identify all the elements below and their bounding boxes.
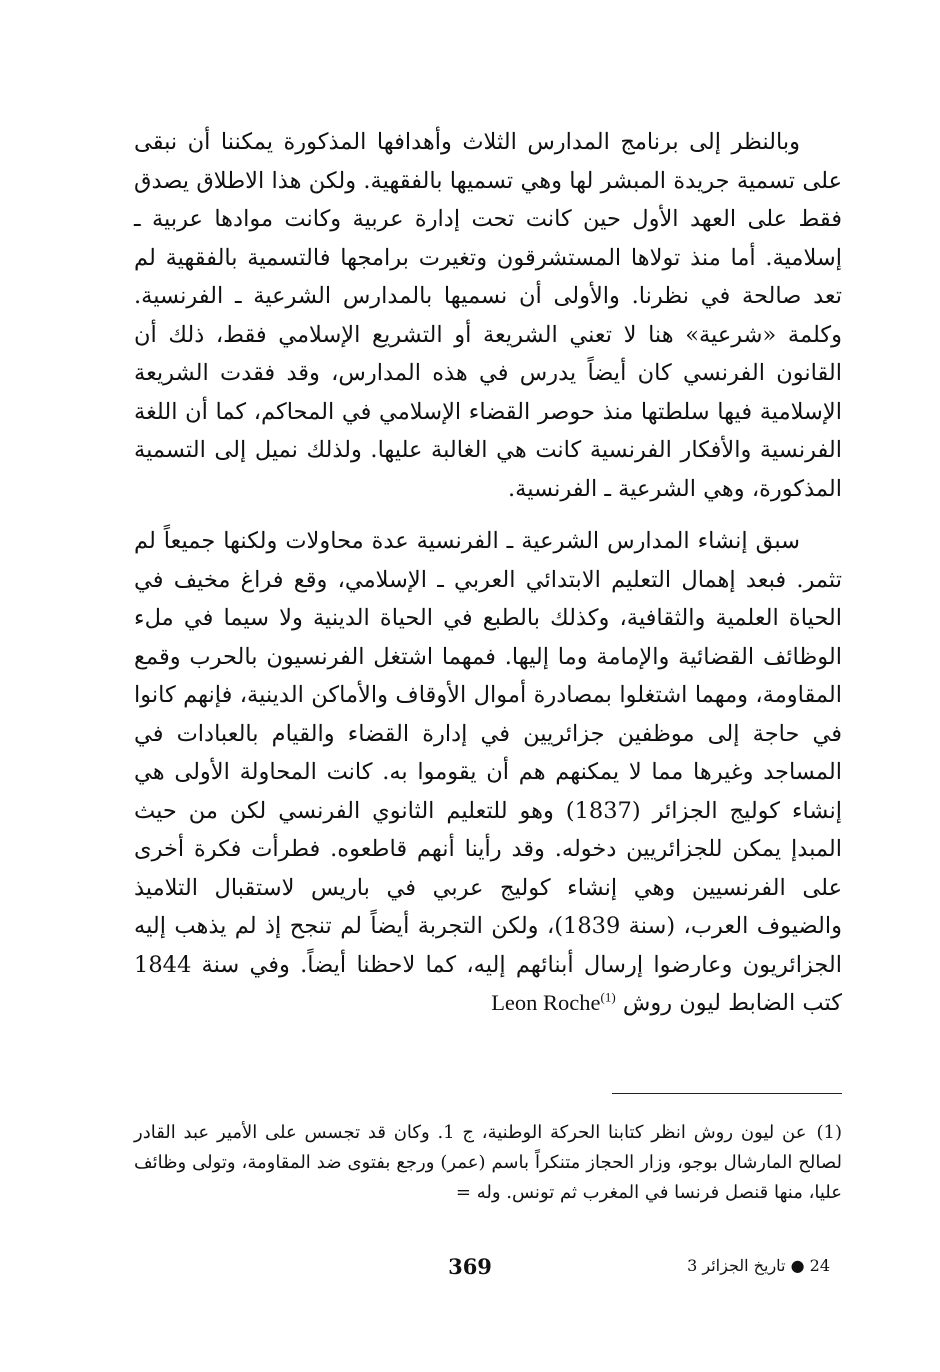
paragraph-2 [134, 522, 842, 1023]
paragraph-2-text: سبق إنشاء المدارس الشرعية ـ الفرنسية عدة محاولات ولكنها جميعاً لم تثمر. فبعد إهمال التعليم الابتدائي العربي ـ الإسلامي، وقع فراغ مخيف في الحياة العلمية والثقافية، وكذلك بالطبع في الحياة الدينية ولا سيما في ملء الوظائف القضائية والإمامة وما إليها. فمهما اشتغل الفرنسيون بالحرب وقمع المقاومة، ومهما اشتغلوا بمصادرة أموال الأوقاف والأماكن الدينية، فإنهم كانوا في حاجة إلى موظفين جزائريين في إدارة القضاء والقيام بالعبادات في المساجد وغيرها مما لا يمكنهم هم أن يقوموا به. كانت المحاولة الأولى هي إنشاء كوليج الجزائر (1837) وهو للتعليم الثانوي الفرنسي لكن من حيث المبدإ يمكن للجزائريين دخوله. وقد رأينا أنهم قاطعوه. فطرأت فكرة أخرى على الفرنسيين وهي إنشاء كوليج عربي في باريس لاستقبال التلاميذ والضيوف العرب، (سنة 1839)، ولكن التجربة أيضاً لم تنجح إذ لم يذهب إليه الجزائريون وعارضوا إرسال أبنائهم إليه، كما لاحظنا أيضاً. وفي سنة 1844 كتب الضابط ليون روش [134, 528, 842, 1016]
latin-name-text: Leon Roche [491, 990, 601, 1015]
paragraph-1: وبالنظر إلى برنامج المدارس الثلاث وأهدافها المذكورة يمكننا أن نبقى على تسمية جريدة المبشر لها وهي تسميها بالفقهية. ولكن هذا الاطلاق يصدق فقط على العهد الأول حين كانت تحت إدارة عربية وكانت موادها عربية ـ إسلامية. أما منذ تولاها المستشرقون وتغيرت برامجها فالتسمية بالفقهية لم تعد صالحة في نظرنا. والأولى أن نسميها بالمدارس الشرعية ـ الفرنسية. وكلمة «شرعية» هنا لا تعني الشريعة أو التشريع الإسلامي فقط، ذلك أن القانون الفرنسي كان أيضاً يدرس في هذه المدارس، وقد فقدت الشريعة الإسلامية فيها سلطتها منذ حوصر القضاء الإسلامي في المحاكم، كما أن اللغة الفرنسية والأفكار الفرنسية كانت هي الغالبة عليها. ولذلك نميل إلى التسمية المذكورة، وهي الشرعية ـ الفرنسية. [134, 129, 842, 502]
main-text [134, 123, 842, 1023]
footnote-text: عن ليون روش انظر كتابنا الحركة الوطنية، ج 1. وكان قد تجسس على الأمير عبد القادر لصالح المارشال بوجو، وزار الحجاز متنكراً باسم (عمر) ورجع بفتوى ضد المقاومة، وتولى وظائف عليا، منها قنصل فرنسا في المغرب ثم تونس. وله = [134, 1122, 842, 1203]
footnote-separator [612, 1093, 842, 1094]
footnote-reference[interactable]: (1) [600, 989, 616, 1005]
page-number: 369 [448, 1254, 492, 1279]
page-body [134, 123, 842, 1023]
signature-mark: 24 ● تاريخ الجزائر 3 [687, 1256, 830, 1275]
latin-name [491, 990, 616, 1015]
footnote-number: (1) [816, 1122, 842, 1143]
footnote [134, 1118, 842, 1208]
